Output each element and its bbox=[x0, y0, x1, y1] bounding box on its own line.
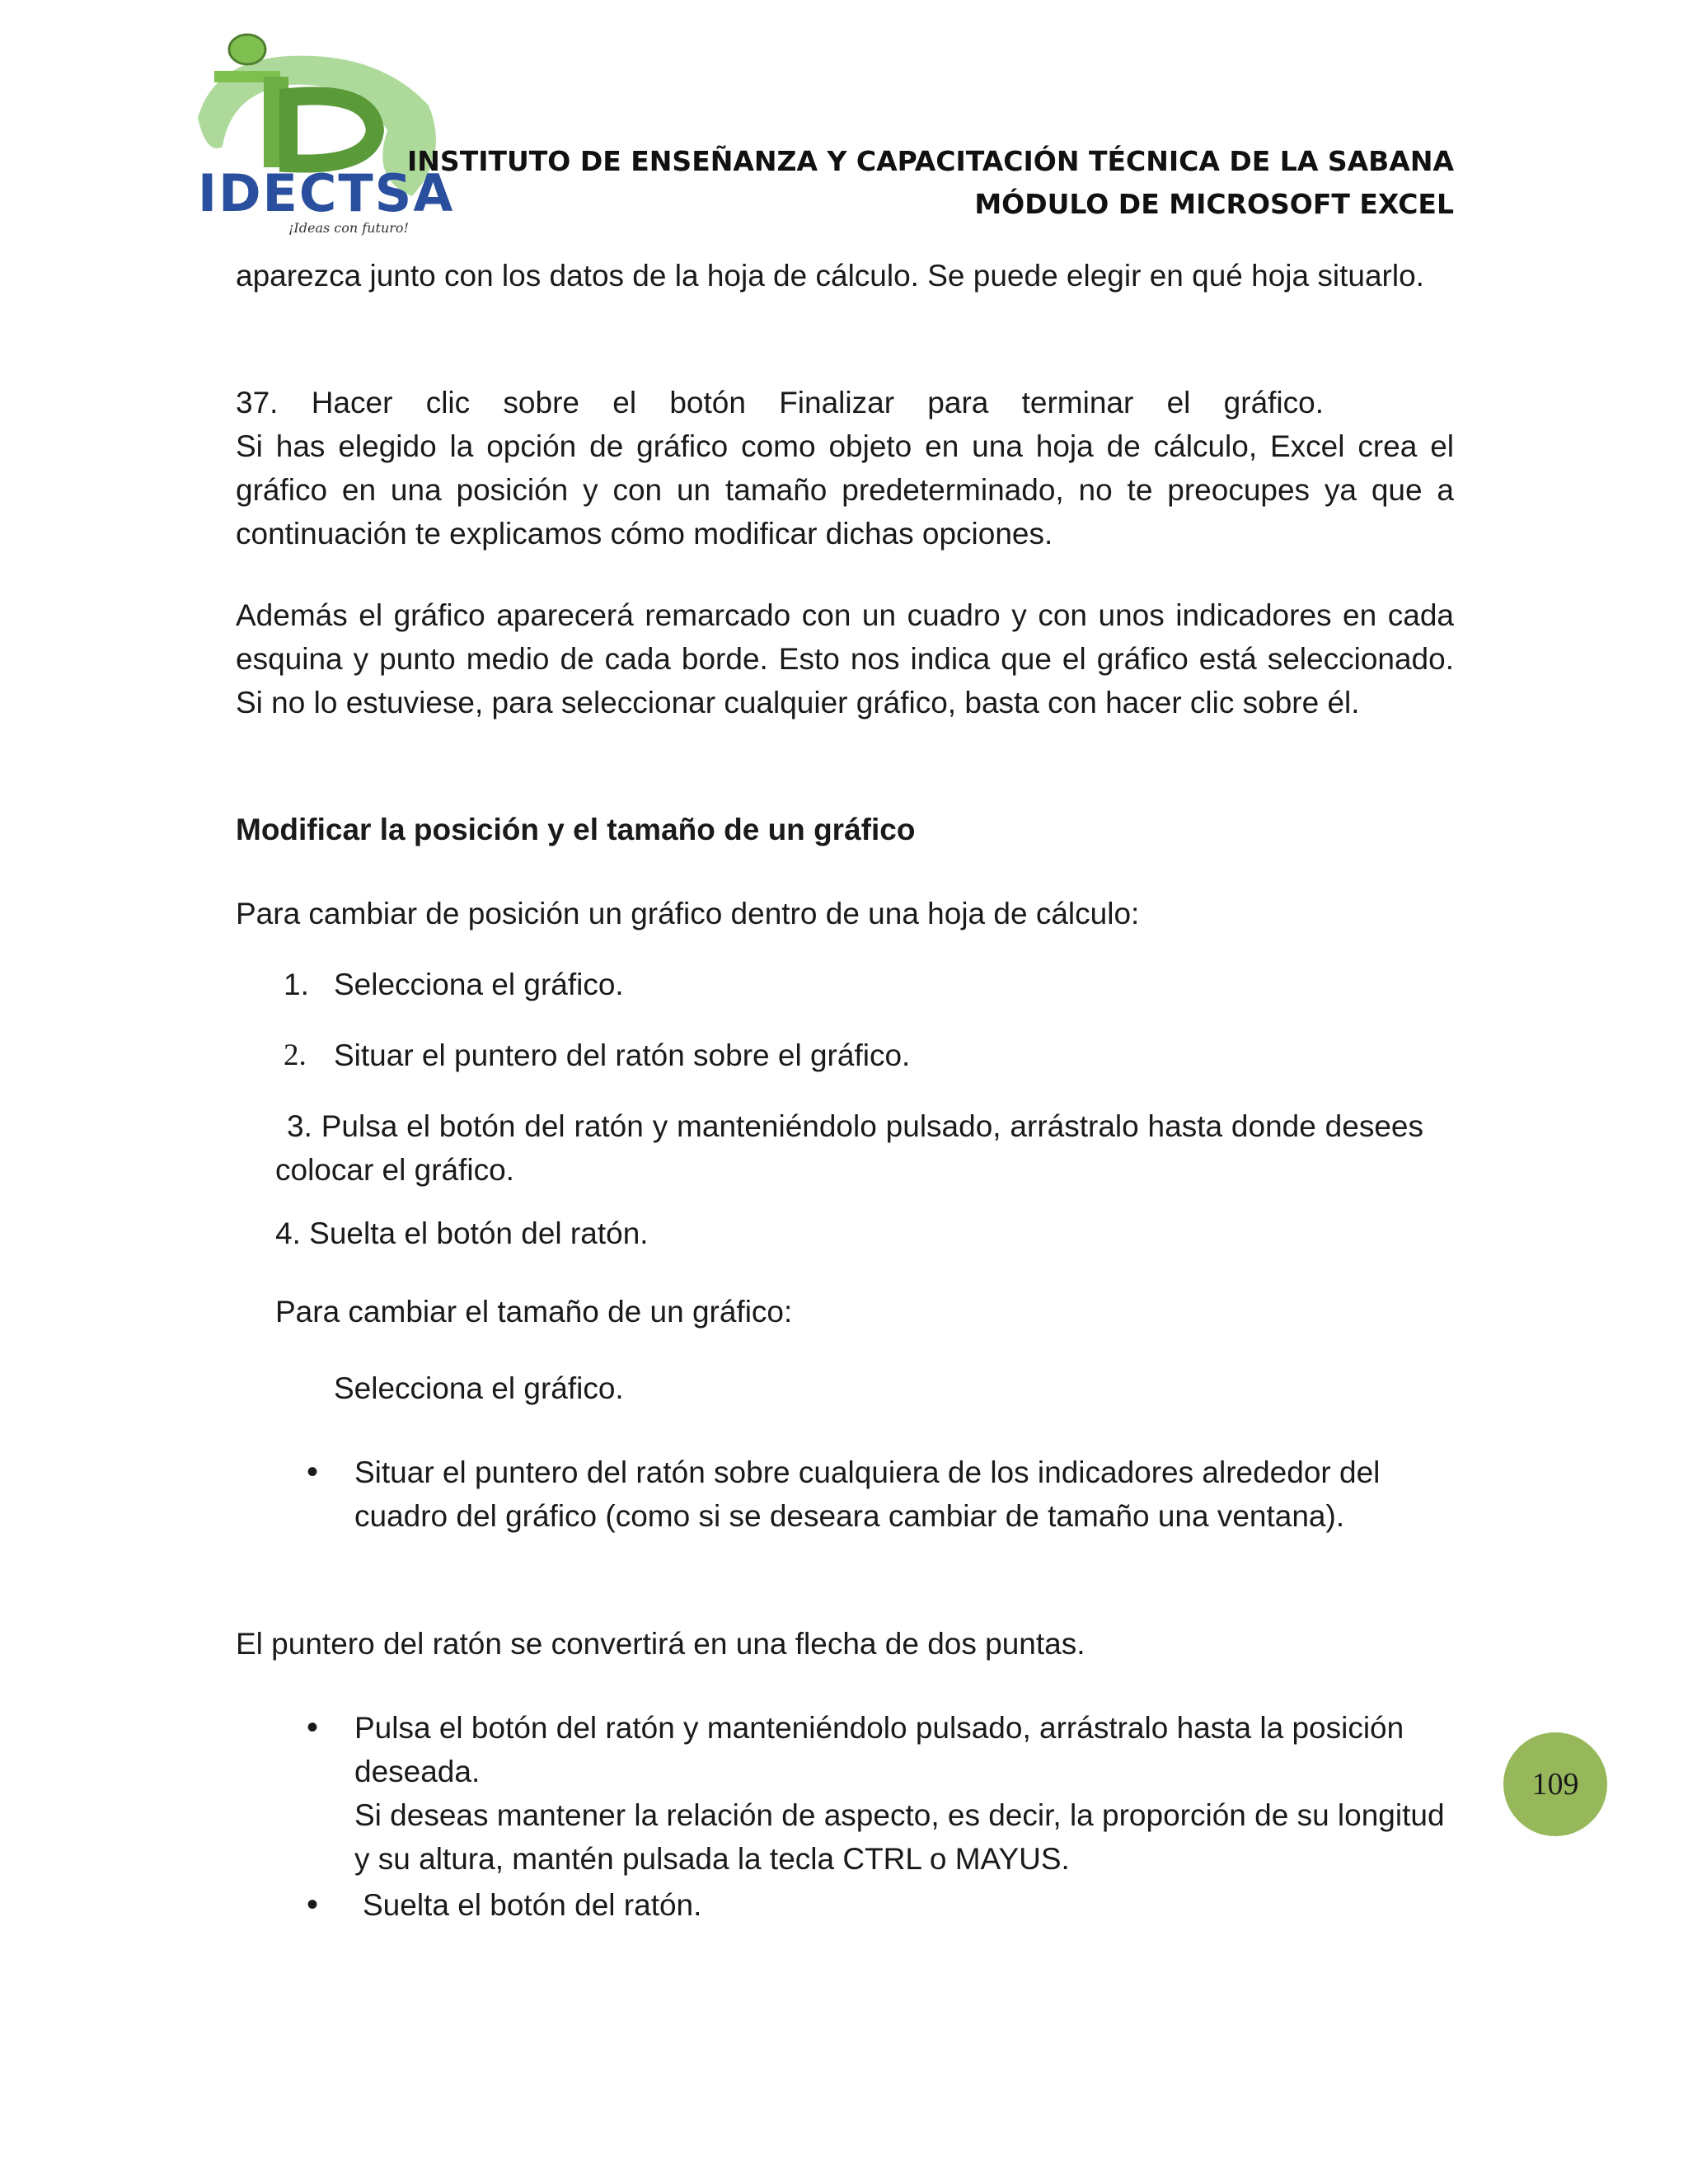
page-number-badge bbox=[1503, 1732, 1607, 1836]
bullet-item-note: Si deseas mantener la relación de aspecto, es decir, la proporción de su longitud y su altura, mantén pulsada la tecla CTRL o MAYUS. bbox=[354, 1798, 1445, 1876]
paragraph-selected: Además el gráfico aparecerá remarcado con un cuadro y con unos indicadores en cada esquina y punto medio de cada borde. Esto nos indica que el gráfico está seleccionado. Si no lo estuviese, para seleccionar cualquier gráfico, basta con hacer clic sobre él. bbox=[236, 598, 1454, 719]
svg-text:¡Ideas con futuro!: ¡Ideas con futuro! bbox=[288, 220, 409, 236]
paragraph-excel-creates: Si has elegido la opción de gráfico como objeto en una hoja de cálculo, Excel crea el gráfico en una posición y con un tamaño predeterminado, no te preocupes ya que a continuación te explicamos cómo modificar dichas opciones. bbox=[236, 429, 1454, 551]
list-item: Selecciona el gráfico. bbox=[334, 968, 624, 1001]
list-item: Situar el puntero del ratón sobre el gráfico. bbox=[334, 1038, 911, 1072]
move-intro: Para cambiar de posición un gráfico dentro de una hoja de cálculo: bbox=[236, 897, 1140, 930]
size-select-step: Selecciona el gráfico. bbox=[334, 1371, 624, 1405]
page-number: 109 bbox=[1531, 1767, 1579, 1802]
bullet-marker: • bbox=[307, 1709, 319, 1746]
list-item: 4. Suelta el botón del ratón. bbox=[275, 1216, 649, 1250]
bullet-item: Suelta el botón del ratón. bbox=[363, 1888, 702, 1922]
bullet-marker: • bbox=[307, 1454, 319, 1490]
step-37: 37. Hacer clic sobre el botón Finalizar para terminar el gráfico. bbox=[236, 386, 1325, 419]
module-title: MÓDULO DE MICROSOFT EXCEL bbox=[974, 188, 1454, 220]
list-number: 2. bbox=[284, 1038, 307, 1072]
paragraph-arrow: El puntero del ratón se convertirá en una flecha de dos puntas. bbox=[236, 1627, 1085, 1661]
paragraph-continuation: aparezca junto con los datos de la hoja de cálculo. Se puede elegir en qué hoja situarlo. bbox=[236, 259, 1424, 293]
svg-text:IDECTSA: IDECTSA bbox=[198, 163, 455, 223]
size-intro: Para cambiar el tamaño de un gráfico: bbox=[275, 1295, 793, 1329]
document-header bbox=[407, 140, 1454, 226]
bullet-item: Pulsa el botón del ratón y manteniéndolo pulsado, arrástralo hasta la posición deseada. bbox=[354, 1711, 1404, 1788]
section-heading: Modificar la posición y el tamaño de un gráfico bbox=[236, 813, 916, 846]
bullet-item: Situar el puntero del ratón sobre cualquiera de los indicadores alrededor del cuadro del gráfico (como si se deseara cambiar de tamaño una ventana). bbox=[354, 1455, 1381, 1533]
list-number: 1. bbox=[284, 968, 309, 1001]
list-item: 3. Pulsa el botón del ratón y manteniéndolo pulsado, arrástralo hasta donde desees colocar el gráfico. bbox=[275, 1109, 1454, 1187]
bullet-marker: • bbox=[307, 1886, 319, 1923]
institution-title: INSTITUTO DE ENSEÑANZA Y CAPACITACIÓN TÉCNICA DE LA SABANA bbox=[407, 145, 1454, 177]
